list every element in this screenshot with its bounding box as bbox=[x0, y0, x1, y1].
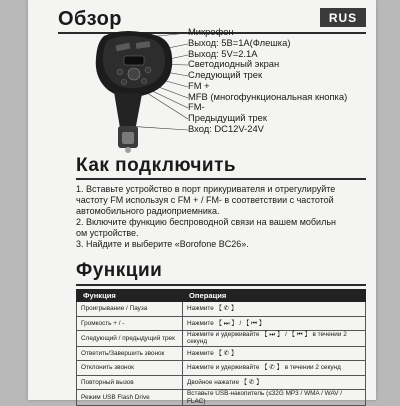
callout-microphone: Микрофон bbox=[188, 26, 234, 37]
mfb-button-icon bbox=[128, 68, 140, 80]
device-neck bbox=[114, 92, 142, 128]
operation-cell: Нажмите 【 ✆ 】 bbox=[183, 302, 366, 317]
connect-title: Как подключить bbox=[76, 155, 237, 176]
connect-divider bbox=[76, 178, 366, 180]
function-cell: Громкость + / - bbox=[77, 316, 183, 331]
callout-prev-track: Предыдущий трек bbox=[188, 112, 267, 123]
table-row bbox=[77, 390, 366, 405]
callout-input: Вход: DC12V-24V bbox=[188, 122, 264, 134]
function-cell: Отклонить звонок bbox=[77, 361, 183, 376]
instruction-line: 1. Вставьте устройство в порт прикуривателя и отрегулируйте bbox=[76, 184, 336, 194]
instruction-line: 3. Найдите и выберите «Borofone BC26». bbox=[76, 238, 249, 249]
instruction-line: ом устройстве. bbox=[76, 227, 139, 238]
overview-title: Обзор bbox=[58, 8, 123, 30]
operation-cell: Вставьте USB-накопитель (≤32G MP3 / WMA / WAV / FLAC) bbox=[183, 390, 366, 405]
callout-next-track: Следующий трек bbox=[188, 69, 263, 80]
table-row bbox=[77, 302, 366, 317]
operation-cell: Нажмите и удерживайте 【 ✆ 】 в течении 2 секунд bbox=[183, 361, 366, 376]
callout-list bbox=[188, 27, 368, 135]
operation-cell: Нажмите 【 ⏭ 】 / 【 ⏮ 】 bbox=[183, 316, 366, 331]
operation-cell: Двойное нажатие 【 ✆ 】 bbox=[183, 375, 366, 390]
instruction-line: автомобильного радиоприемника. bbox=[76, 205, 220, 216]
operation-cell: Нажмите и удерживайте 【 ⏭ 】 / 【 ⏮ 】 в течении 2 секунд bbox=[183, 331, 366, 346]
callout-fm-minus: FM- bbox=[188, 101, 205, 113]
callout-led-screen: Светодиодный экран bbox=[188, 58, 280, 70]
function-cell: Ответить/Завершить звонок bbox=[77, 346, 183, 361]
connect-instructions bbox=[76, 184, 366, 249]
callout-mfb: MFB (многофункциональная кнопка) bbox=[188, 90, 348, 102]
callout-fm-plus: FM + bbox=[188, 79, 210, 91]
callout-usb-1a: Выход: 5В=1А(Флешка) bbox=[188, 36, 291, 48]
column-header-function: Функция bbox=[77, 290, 183, 302]
instruction-line: частоту FM используя с FM + / FM- в соответствии с частотой bbox=[76, 194, 334, 205]
manual-page bbox=[28, 0, 376, 405]
functions-title: Функции bbox=[76, 260, 163, 281]
led-screen-icon bbox=[124, 56, 144, 65]
function-cell: Проигрывание / Пауза bbox=[77, 302, 183, 317]
table-row bbox=[77, 316, 366, 331]
callout-usb-2a: Выход: 5V=2.1А bbox=[188, 47, 258, 59]
operation-cell: Нажмите 【 ✆ 】 bbox=[183, 346, 366, 361]
table-header-row bbox=[77, 290, 366, 302]
functions-divider bbox=[76, 284, 366, 286]
function-cell: Следующий / предыдущий трек bbox=[77, 331, 183, 346]
table-row bbox=[77, 346, 366, 361]
table-row bbox=[77, 361, 366, 376]
language-badge: RUS bbox=[320, 8, 366, 27]
function-cell: Режим USB Flash Drive bbox=[77, 390, 183, 405]
table-row bbox=[77, 331, 366, 346]
function-cell: Повторный вызов bbox=[77, 375, 183, 390]
column-header-operation: Операция bbox=[183, 290, 366, 302]
instruction-line: 2. Включите функцию беспроводной связи на вашем мобильн bbox=[76, 216, 336, 227]
table-row bbox=[77, 375, 366, 390]
functions-table bbox=[76, 289, 366, 406]
